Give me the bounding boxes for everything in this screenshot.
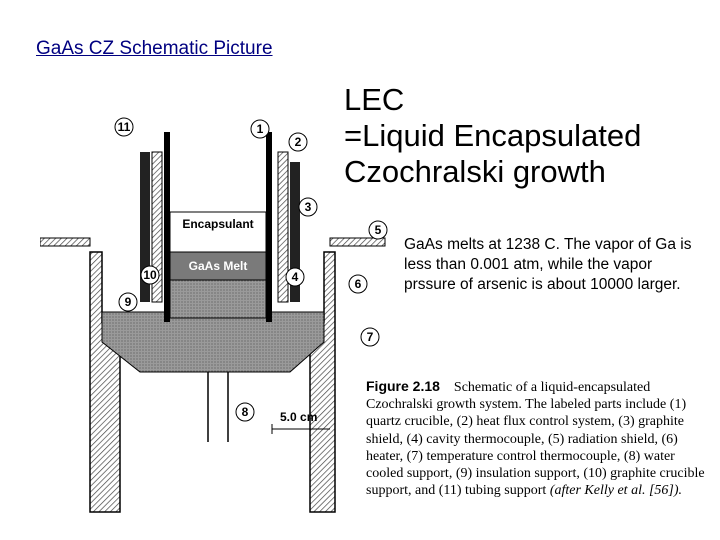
insulation-support xyxy=(102,312,324,372)
lec-line-3: Czochralski growth xyxy=(344,154,606,189)
callout-2 xyxy=(289,133,307,151)
callout-5 xyxy=(369,221,387,239)
left-platform xyxy=(40,238,90,246)
callout-7 xyxy=(361,328,379,346)
svg-text:6: 6 xyxy=(354,277,362,291)
crucible-base xyxy=(170,280,266,318)
figure-number: Figure 2.18 xyxy=(366,378,440,394)
svg-text:4: 4 xyxy=(291,270,299,284)
crucible-right-wall xyxy=(266,132,272,322)
melt-description: GaAs melts at 1238 C. The vapor of Ga is less than 0.001 atm, while the vapor prssure of arsenic is about 10000 larger. xyxy=(404,236,692,293)
melt-label: GaAs Melt xyxy=(188,259,248,273)
caption-description: Czochralski growth system. The labeled parts include (1) quartz crucible, (2) heat flux control system, (3) graphite shield, (4) cavity thermocouple, (5) radiation shield, (6) heater, (7) temperature control thermocouple, (8) water cooled support, (9) insulation support, (10) graphite crucible support, and (11) tubing support xyxy=(366,397,705,499)
svg-text:9: 9 xyxy=(124,295,132,309)
lec-schematic-diagram xyxy=(40,112,390,522)
caption-reference: (after Kelly et al. [56]). xyxy=(549,483,683,499)
slide-title: GaAs CZ Schematic Picture xyxy=(36,38,273,59)
callout-4 xyxy=(286,268,304,286)
callout-10 xyxy=(141,266,159,284)
svg-text:5: 5 xyxy=(374,223,382,237)
callout-3 xyxy=(299,198,317,216)
callout-8 xyxy=(236,403,254,421)
callout-11 xyxy=(115,118,133,136)
callout-9 xyxy=(119,293,137,311)
lec-line-1: LEC xyxy=(344,82,405,117)
caption-label: Schematic of a liquid-encapsulated xyxy=(453,380,651,395)
scale-label: 5.0 cm xyxy=(280,410,318,424)
figure-caption xyxy=(366,378,706,499)
svg-text:8: 8 xyxy=(241,405,249,419)
callout-6 xyxy=(349,275,367,293)
svg-text:7: 7 xyxy=(366,330,374,344)
svg-text:11: 11 xyxy=(117,120,131,134)
lec-line-2: =Liquid Encapsulated xyxy=(344,118,642,153)
encapsulant-label: Encapsulant xyxy=(182,217,254,231)
callout-1 xyxy=(251,120,269,138)
crucible-left-wall xyxy=(164,132,170,322)
svg-text:2: 2 xyxy=(294,135,302,149)
svg-text:1: 1 xyxy=(256,122,264,136)
svg-text:3: 3 xyxy=(304,200,312,214)
svg-text:10: 10 xyxy=(143,268,157,282)
